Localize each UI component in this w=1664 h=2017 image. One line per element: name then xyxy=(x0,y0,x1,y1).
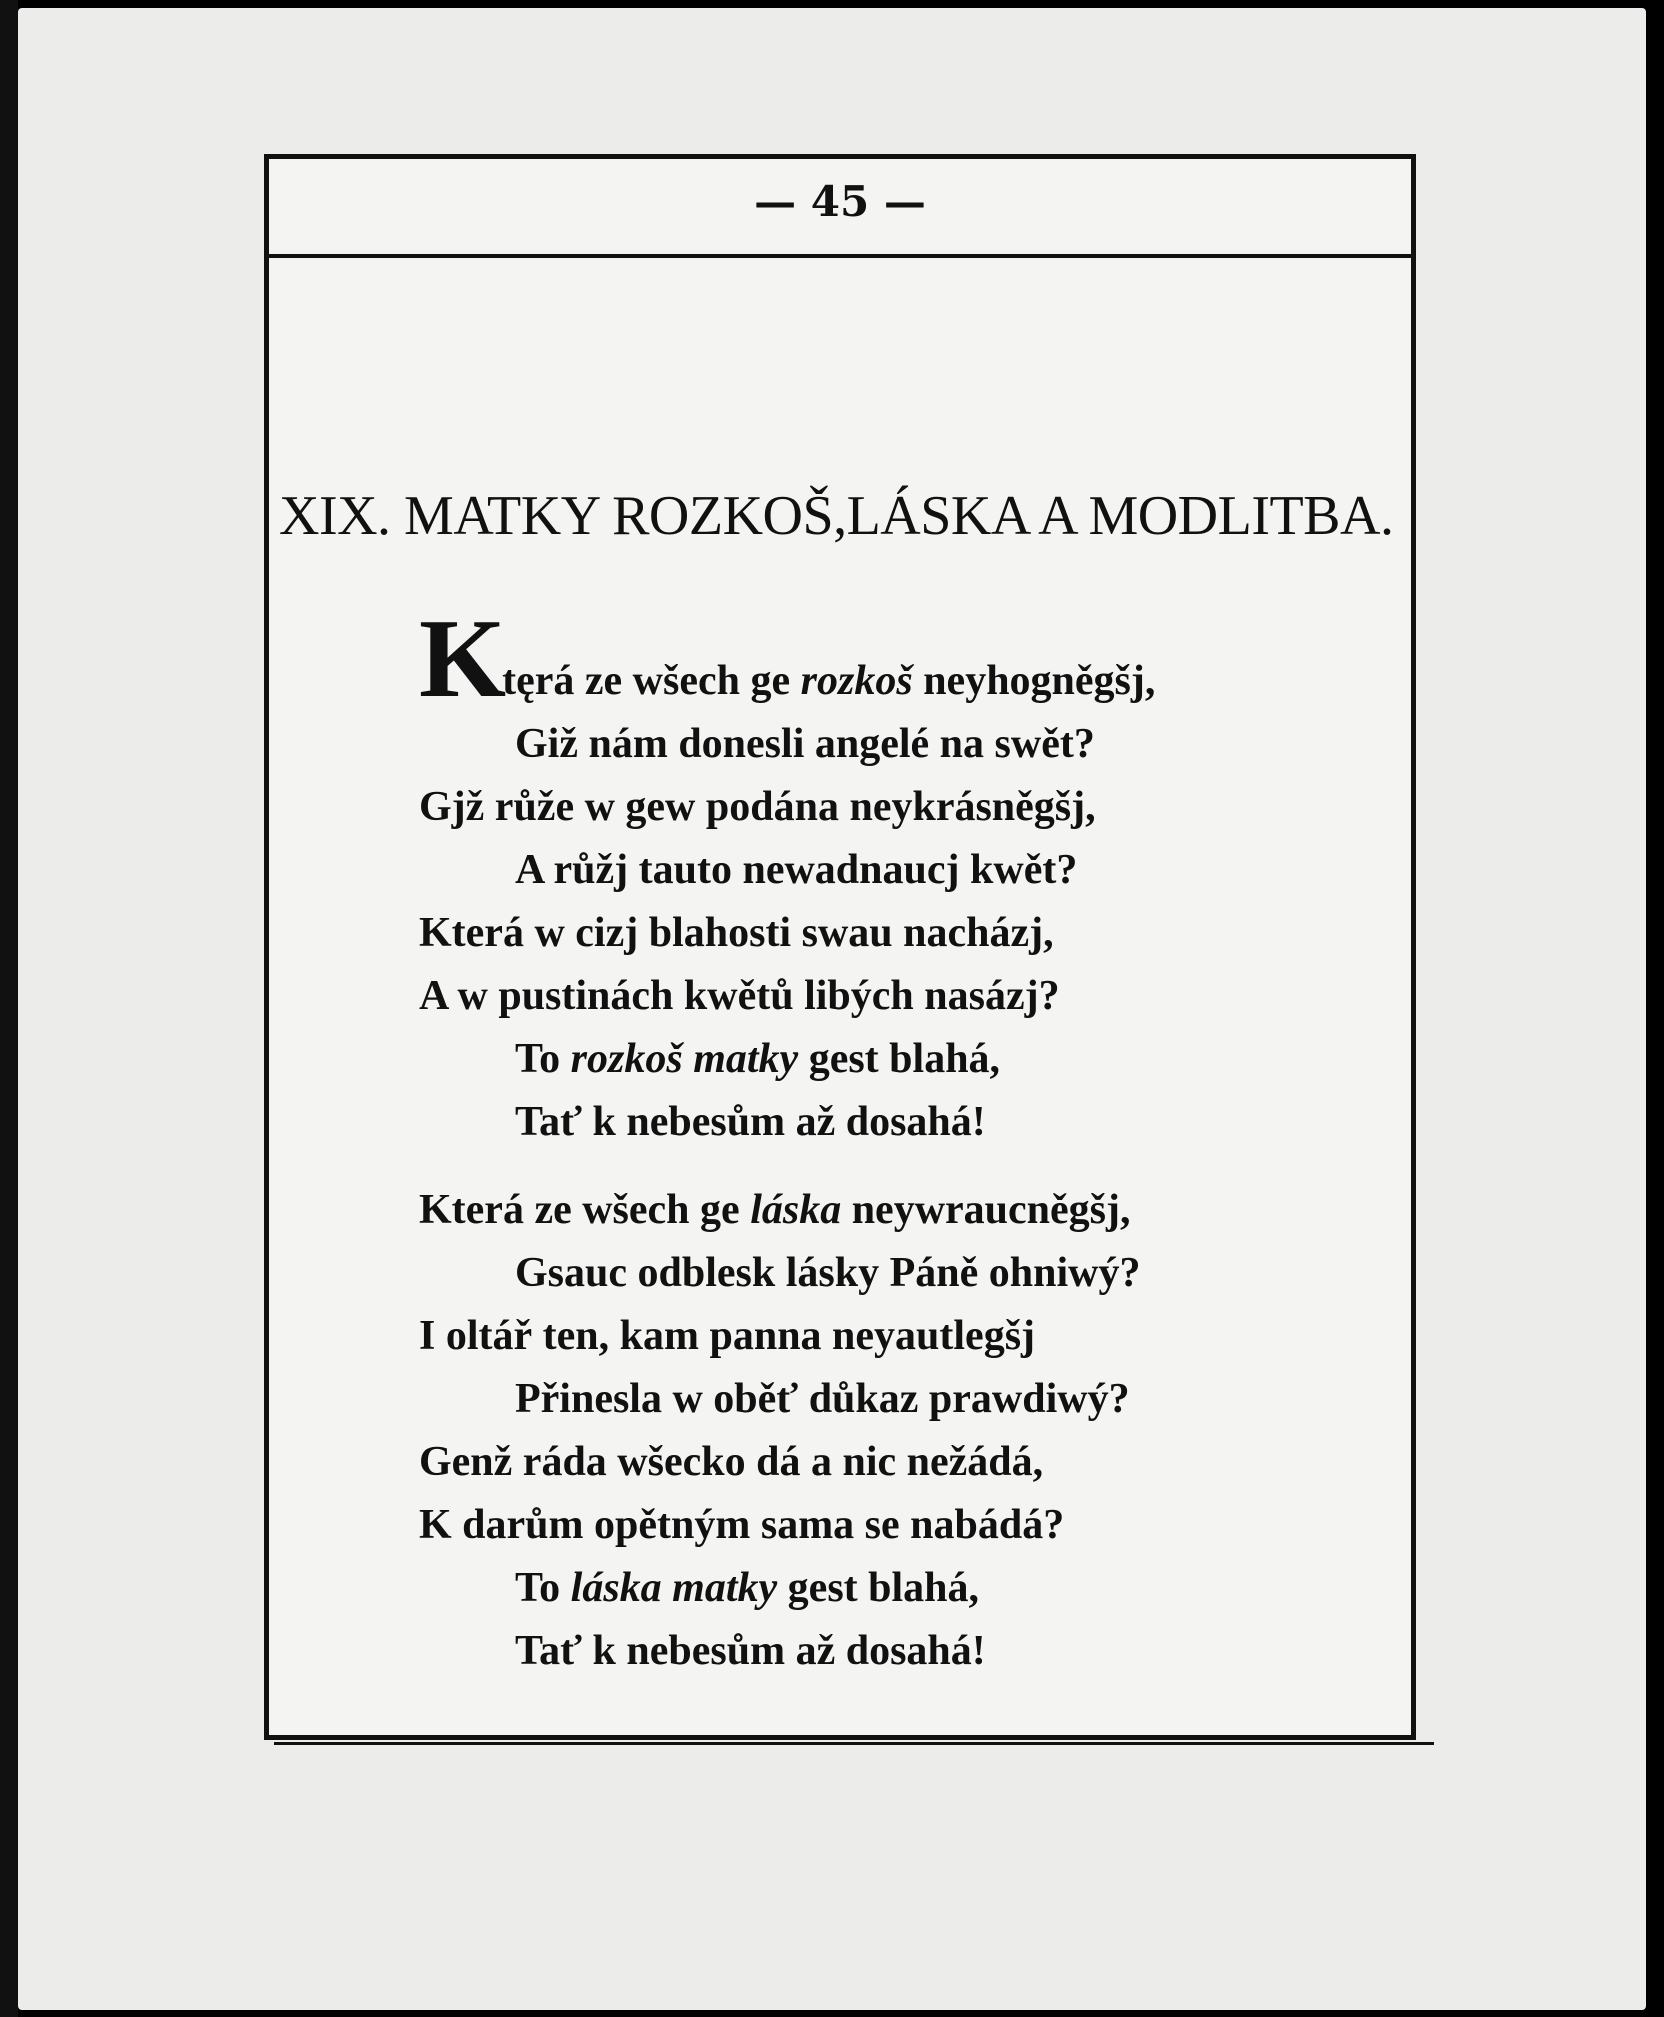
stanza-2 xyxy=(419,1179,1319,1683)
verse-text: neyhogněgšj, xyxy=(912,658,1156,704)
verse-line: Gjž růže w gew podána neykrásněgšj, xyxy=(419,784,1096,830)
text-frame xyxy=(264,154,1416,1740)
book-spine-edge xyxy=(0,0,18,2017)
verse-line: Gsauc odblesk lásky Páně ohniwý? xyxy=(515,1250,1141,1296)
verse-text: To xyxy=(515,1036,571,1082)
page-number: — 45 — xyxy=(754,177,926,226)
book-page xyxy=(18,8,1646,2010)
verse-line: Genž ráda wšecko dá a nic nežádá, xyxy=(419,1439,1044,1485)
stanza-1 xyxy=(419,597,1319,1154)
verse-line: A růžj tauto newadnaucj kwět? xyxy=(515,847,1078,893)
verse-line: Která w cizj blahosti swau nacházj, xyxy=(419,910,1054,956)
drop-cap: K xyxy=(419,597,507,721)
verse-line: A w pustinách kwětů libých nasázj? xyxy=(419,973,1060,1019)
verse-text: gest blahá, xyxy=(777,1565,980,1611)
verse-line: K darům opětným sama se nabádá? xyxy=(419,1502,1065,1548)
verse-line: Giž nám donesli angelé na swět? xyxy=(515,721,1095,767)
emphasized-word: rozkoš xyxy=(800,658,913,704)
verse-line xyxy=(419,1028,1319,1091)
emphasized-word: láska xyxy=(750,1187,842,1233)
verse-line xyxy=(419,1557,1319,1620)
verse-line: Tať k nebesům až dosahá! xyxy=(515,1099,986,1145)
emphasized-phrase: láska matky xyxy=(570,1565,778,1611)
header-rule xyxy=(269,254,1411,258)
verse-text: neywraucněgšj, xyxy=(841,1187,1131,1233)
verse-text: Která ze wšech ge xyxy=(419,1187,751,1233)
verse-line: I oltář ten, kam panna neyautlegšj xyxy=(419,1313,1036,1359)
verse-text: To xyxy=(515,1565,571,1611)
verse-line: Přinesla w oběť důkaz prawdiwý? xyxy=(515,1376,1130,1422)
verse-text: gest blahá, xyxy=(798,1036,1001,1082)
verse-line xyxy=(419,1179,1319,1242)
emphasized-phrase: rozkoš matky xyxy=(570,1036,799,1082)
bottom-rule xyxy=(274,1742,1434,1745)
poem-title: XIX. MATKY ROZKOŠ,LÁSKA A MODLITBA. xyxy=(279,485,1394,547)
verse-line xyxy=(419,597,1319,721)
verse-text: tęrá ze wšech ge xyxy=(502,658,801,704)
verse-line: Tať k nebesům až dosahá! xyxy=(515,1628,986,1674)
